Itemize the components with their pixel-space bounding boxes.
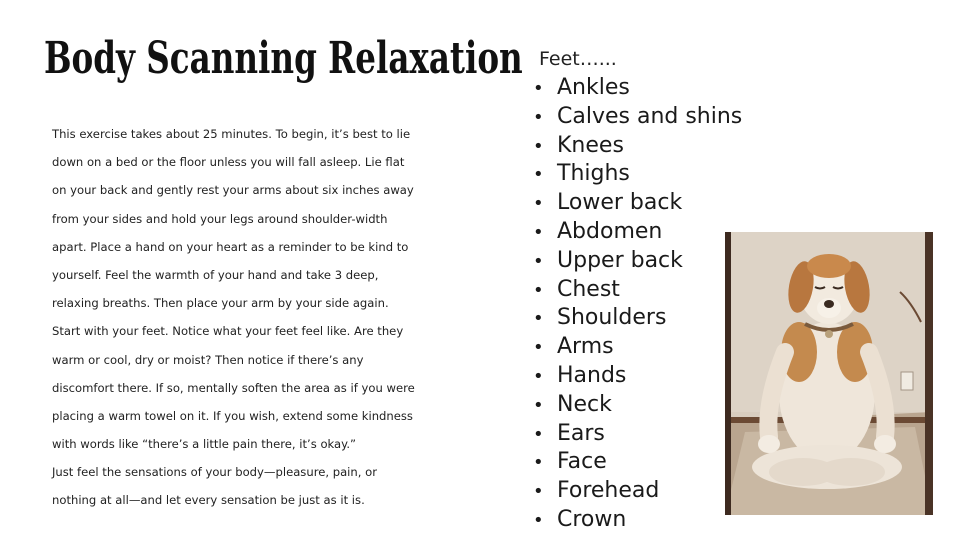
bullet-icon: • — [533, 308, 544, 330]
bullet-icon: • — [533, 164, 544, 186]
list-item — [533, 189, 793, 218]
list-item-label: Shoulders — [557, 305, 667, 331]
list-item-label: Thighs — [557, 161, 630, 187]
list-item — [533, 103, 793, 132]
instructions-paragraph — [52, 120, 492, 515]
list-item-label: Neck — [557, 391, 612, 417]
paragraph-line: Start with your feet. Notice what your feet feel like. Are they — [52, 324, 404, 339]
list-item-label: Face — [557, 449, 607, 475]
page-title: Body Scanning Relaxation — [44, 33, 523, 84]
bullet-icon: • — [533, 221, 544, 243]
bullet-icon: • — [533, 193, 544, 215]
list-heading: Feet…... — [539, 48, 617, 70]
paragraph-line: discomfort there. If so, mentally soften the area as if you were — [52, 380, 415, 395]
paragraph-line: nothing at all—and let every sensation be just as it is. — [52, 493, 365, 508]
paragraph-line: warm or cool, dry or moist? Then notice if there’s any — [52, 352, 364, 367]
paragraph-line: from your sides and hold your legs around shoulder-width — [52, 211, 388, 226]
list-item-label: Arms — [557, 334, 614, 360]
paragraph-line: relaxing breaths. Then place your arm by your side again. — [52, 296, 389, 311]
list-item — [533, 160, 793, 189]
bullet-icon: • — [533, 481, 544, 503]
list-item — [533, 132, 793, 161]
meditating-dog-photo — [725, 232, 933, 515]
bullet-icon: • — [533, 394, 544, 416]
list-item — [533, 74, 793, 103]
paragraph-line: apart. Place a hand on your heart as a reminder to be kind to — [52, 239, 409, 254]
bullet-icon: • — [533, 106, 544, 128]
bullet-icon: • — [533, 78, 544, 99]
list-item-label: Abdomen — [557, 218, 663, 244]
list-item-label: Forehead — [557, 478, 660, 504]
list-item-label: Crown — [557, 506, 627, 532]
bullet-icon: • — [533, 452, 544, 474]
list-item-label: Knees — [557, 132, 624, 158]
bullet-icon: • — [533, 365, 544, 387]
bullet-icon: • — [533, 337, 544, 359]
bullet-icon: • — [533, 135, 544, 157]
bullet-icon: • — [533, 509, 544, 531]
paragraph-line: with words like “there’s a little pain there, it’s okay.” — [52, 437, 357, 452]
list-item-label: Upper back — [557, 247, 683, 273]
list-item-label: Ears — [557, 420, 605, 446]
bullet-icon: • — [533, 250, 544, 272]
paragraph-line: down on a bed or the floor unless you will fall asleep. Lie flat — [52, 155, 405, 170]
list-item-label: Chest — [557, 276, 620, 302]
paragraph-line: on your back and gently rest your arms about six inches away — [52, 183, 414, 198]
list-item-label: Ankles — [557, 75, 630, 100]
paragraph-line: Just feel the sensations of your body—pleasure, pain, or — [52, 465, 377, 480]
bullet-icon: • — [533, 279, 544, 301]
list-item-label: Calves and shins — [557, 103, 743, 129]
list-item-label: Lower back — [557, 190, 683, 216]
paragraph-line: yourself. Feel the warmth of your hand and take 3 deep, — [52, 267, 379, 282]
paragraph-line: This exercise takes about 25 minutes. To begin, it’s best to lie — [52, 127, 411, 141]
paragraph-line: placing a warm towel on it. If you wish, extend some kindness — [52, 408, 413, 423]
list-item-label: Hands — [557, 362, 627, 388]
bullet-icon: • — [533, 423, 544, 445]
